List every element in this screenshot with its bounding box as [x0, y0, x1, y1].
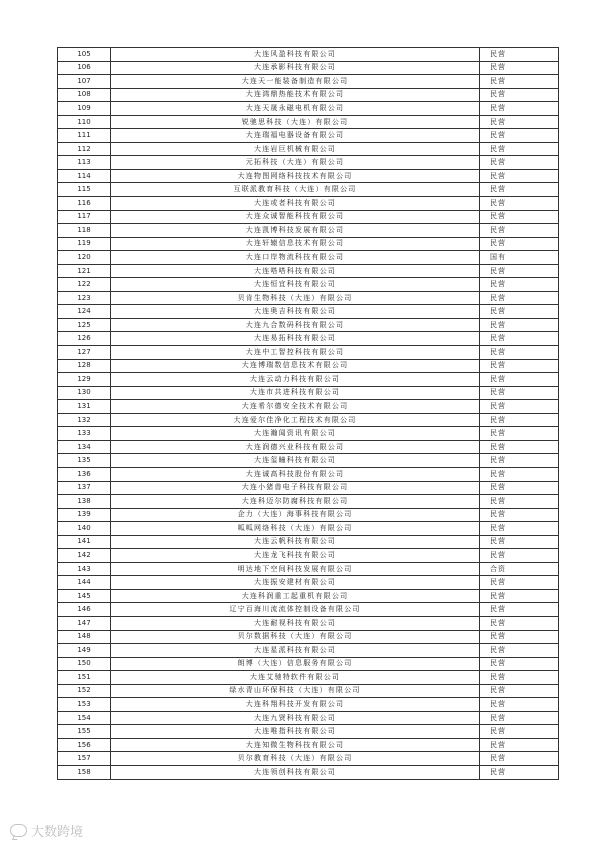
- company-name: 大连玺瞳科技有限公司: [111, 454, 480, 468]
- company-name: 贝肯生物科技（大连）有限公司: [111, 291, 480, 305]
- ownership-type: 民营: [480, 684, 559, 698]
- table-row: [58, 684, 559, 698]
- company-name: 大连唯指科技有限公司: [111, 725, 480, 739]
- ownership-type: 民营: [480, 48, 559, 62]
- row-number: 133: [58, 427, 111, 441]
- ownership-type: 民营: [480, 373, 559, 387]
- table-row: [58, 291, 559, 305]
- ownership-type: 民营: [480, 61, 559, 75]
- row-number: 148: [58, 630, 111, 644]
- ownership-type: 民营: [480, 183, 559, 197]
- table-row: [58, 386, 559, 400]
- company-name: 大连市共进科技有限公司: [111, 386, 480, 400]
- company-name: 辽宁百海川流流体控制设备有限公司: [111, 603, 480, 617]
- ownership-type: 民营: [480, 156, 559, 170]
- row-number: 114: [58, 169, 111, 183]
- company-name: 大连瀚闻资讯有限公司: [111, 427, 480, 441]
- table-row: [58, 210, 559, 224]
- ownership-type: 国有: [480, 251, 559, 265]
- ownership-type: 民营: [480, 495, 559, 509]
- row-number: 116: [58, 197, 111, 211]
- table-row: [58, 224, 559, 238]
- company-name: 锐驰思科技（大连）有限公司: [111, 115, 480, 129]
- company-name: 大连云帆科技有限公司: [111, 535, 480, 549]
- table-row: [58, 549, 559, 563]
- table-row: [58, 467, 559, 481]
- ownership-type: 民营: [480, 657, 559, 671]
- company-name: 朗博（大连）信息服务有限公司: [111, 657, 480, 671]
- ownership-type: 民营: [480, 102, 559, 116]
- company-table: [57, 47, 559, 780]
- chat-bubble-icon: [10, 824, 27, 837]
- row-number: 145: [58, 589, 111, 603]
- row-number: 126: [58, 332, 111, 346]
- company-name: 绿水青山环保科技（大连）有限公司: [111, 684, 480, 698]
- ownership-type: 民营: [480, 467, 559, 481]
- table-row: [58, 318, 559, 332]
- company-name: 大连承影科技有限公司: [111, 61, 480, 75]
- company-name: 大连领创科技有限公司: [111, 765, 480, 779]
- row-number: 105: [58, 48, 111, 62]
- table-row: [58, 427, 559, 441]
- row-number: 140: [58, 522, 111, 536]
- company-name: 大连岩巨机械有限公司: [111, 142, 480, 156]
- company-name: 大连星派科技有限公司: [111, 644, 480, 658]
- row-number: 118: [58, 224, 111, 238]
- row-number: 134: [58, 440, 111, 454]
- row-number: 132: [58, 413, 111, 427]
- table-row: [58, 657, 559, 671]
- table-row: [58, 698, 559, 712]
- table-row: [58, 237, 559, 251]
- company-name: 大连润德兴业科技有限公司: [111, 440, 480, 454]
- row-number: 146: [58, 603, 111, 617]
- table-row: [58, 332, 559, 346]
- row-number: 156: [58, 738, 111, 752]
- company-name: 企力（大连）海事科技有限公司: [111, 508, 480, 522]
- row-number: 125: [58, 318, 111, 332]
- ownership-type: 民营: [480, 169, 559, 183]
- row-number: 135: [58, 454, 111, 468]
- table-row: [58, 305, 559, 319]
- table-row: [58, 671, 559, 685]
- table-row: [58, 711, 559, 725]
- watermark: [10, 821, 83, 840]
- company-name: 大连九贤科技有限公司: [111, 711, 480, 725]
- table-row: [58, 752, 559, 766]
- table-row: [58, 603, 559, 617]
- row-number: 115: [58, 183, 111, 197]
- ownership-type: 民营: [480, 237, 559, 251]
- company-name: 贝尔数据科技（大连）有限公司: [111, 630, 480, 644]
- company-name: 大连或者科技有限公司: [111, 197, 480, 211]
- ownership-type: 民营: [480, 603, 559, 617]
- row-number: 111: [58, 129, 111, 143]
- table-row: [58, 169, 559, 183]
- table-row: [58, 129, 559, 143]
- table-row: [58, 48, 559, 62]
- row-number: 110: [58, 115, 111, 129]
- company-name: 大连恒宜科技有限公司: [111, 278, 480, 292]
- table-row: [58, 413, 559, 427]
- row-number: 150: [58, 657, 111, 671]
- table-row: [58, 61, 559, 75]
- ownership-type: 民营: [480, 210, 559, 224]
- ownership-type: 民营: [480, 738, 559, 752]
- ownership-type: 民营: [480, 305, 559, 319]
- table-row: [58, 495, 559, 509]
- company-name: 大连凯博科技发展有限公司: [111, 224, 480, 238]
- company-name: 大连轩辕信息技术有限公司: [111, 237, 480, 251]
- table-row: [58, 278, 559, 292]
- ownership-type: 民营: [480, 711, 559, 725]
- company-name: 大连诚高科技股份有限公司: [111, 467, 480, 481]
- ownership-type: 民营: [480, 671, 559, 685]
- table-row: [58, 535, 559, 549]
- table-row: [58, 264, 559, 278]
- ownership-type: 民营: [480, 88, 559, 102]
- ownership-type: 民营: [480, 224, 559, 238]
- table-row: [58, 373, 559, 387]
- table-body: [58, 48, 559, 780]
- row-number: 106: [58, 61, 111, 75]
- row-number: 143: [58, 562, 111, 576]
- table-row: [58, 454, 559, 468]
- company-name: 大连口岸物流科技有限公司: [111, 251, 480, 265]
- ownership-type: 民营: [480, 75, 559, 89]
- table-row: [58, 251, 559, 265]
- table-row: [58, 183, 559, 197]
- row-number: 121: [58, 264, 111, 278]
- ownership-type: 民营: [480, 522, 559, 536]
- company-name: 大连鸿鼎热能技术有限公司: [111, 88, 480, 102]
- row-number: 122: [58, 278, 111, 292]
- table-row: [58, 562, 559, 576]
- ownership-type: 民营: [480, 400, 559, 414]
- table-row: [58, 346, 559, 360]
- table-row: [58, 644, 559, 658]
- row-number: 124: [58, 305, 111, 319]
- company-name: 大连希尔德安全技术有限公司: [111, 400, 480, 414]
- ownership-type: 民营: [480, 386, 559, 400]
- ownership-type: 民营: [480, 765, 559, 779]
- ownership-type: 民营: [480, 616, 559, 630]
- row-number: 113: [58, 156, 111, 170]
- company-name: 大连天晟永磁电机有限公司: [111, 102, 480, 116]
- company-name: 大连云动力科技有限公司: [111, 373, 480, 387]
- company-name: 大连嗒嗒科技有限公司: [111, 264, 480, 278]
- company-name: 大连龙飞科技有限公司: [111, 549, 480, 563]
- row-number: 157: [58, 752, 111, 766]
- ownership-type: 民营: [480, 440, 559, 454]
- table-row: [58, 88, 559, 102]
- ownership-type: 民营: [480, 197, 559, 211]
- company-name: 贝尔教育科技（大连）有限公司: [111, 752, 480, 766]
- table-row: [58, 589, 559, 603]
- company-name: 大连科润重工起重机有限公司: [111, 589, 480, 603]
- ownership-type: 民营: [480, 576, 559, 590]
- ownership-type: 民营: [480, 725, 559, 739]
- company-name: 大连小猪兽电子科技有限公司: [111, 481, 480, 495]
- table-row: [58, 522, 559, 536]
- table-row: [58, 630, 559, 644]
- company-name: 大连风盈科技有限公司: [111, 48, 480, 62]
- row-number: 117: [58, 210, 111, 224]
- ownership-type: 民营: [480, 535, 559, 549]
- row-number: 152: [58, 684, 111, 698]
- ownership-type: 民营: [480, 264, 559, 278]
- ownership-type: 民营: [480, 115, 559, 129]
- row-number: 119: [58, 237, 111, 251]
- table-row: [58, 481, 559, 495]
- row-number: 141: [58, 535, 111, 549]
- company-name: 呱呱网络科技（大连）有限公司: [111, 522, 480, 536]
- ownership-type: 民营: [480, 644, 559, 658]
- company-name: 元拓科技（大连）有限公司: [111, 156, 480, 170]
- ownership-type: 民营: [480, 549, 559, 563]
- ownership-type: 民营: [480, 508, 559, 522]
- company-name: 明达地下空间科技发展有限公司: [111, 562, 480, 576]
- row-number: 147: [58, 616, 111, 630]
- row-number: 107: [58, 75, 111, 89]
- table-row: [58, 765, 559, 779]
- row-number: 112: [58, 142, 111, 156]
- row-number: 139: [58, 508, 111, 522]
- ownership-type: 民营: [480, 481, 559, 495]
- row-number: 155: [58, 725, 111, 739]
- company-name: 大连物图网络科技技术有限公司: [111, 169, 480, 183]
- table-row: [58, 440, 559, 454]
- table-row: [58, 359, 559, 373]
- row-number: 136: [58, 467, 111, 481]
- table-row: [58, 576, 559, 590]
- row-number: 129: [58, 373, 111, 387]
- company-name: 大连九合数码科技有限公司: [111, 318, 480, 332]
- table-row: [58, 616, 559, 630]
- watermark-text: 大数跨境: [31, 825, 84, 840]
- ownership-type: 民营: [480, 454, 559, 468]
- row-number: 153: [58, 698, 111, 712]
- ownership-type: 民营: [480, 291, 559, 305]
- company-name: 大连耐视科技有限公司: [111, 616, 480, 630]
- table-row: [58, 400, 559, 414]
- ownership-type: 民营: [480, 318, 559, 332]
- table-row: [58, 738, 559, 752]
- company-name: 大连天一能装备制造有限公司: [111, 75, 480, 89]
- table-row: [58, 725, 559, 739]
- company-name: 大连瑞福电器设备有限公司: [111, 129, 480, 143]
- company-name: 大连众诚智能科技有限公司: [111, 210, 480, 224]
- company-name: 大连知微生物科技有限公司: [111, 738, 480, 752]
- ownership-type: 民营: [480, 413, 559, 427]
- row-number: 131: [58, 400, 111, 414]
- ownership-type: 民营: [480, 427, 559, 441]
- ownership-type: 合资: [480, 562, 559, 576]
- ownership-type: 民营: [480, 346, 559, 360]
- table-row: [58, 102, 559, 116]
- company-name: 大连易拓科技有限公司: [111, 332, 480, 346]
- table-row: [58, 197, 559, 211]
- company-name: 大连奥吉科技有限公司: [111, 305, 480, 319]
- ownership-type: 民营: [480, 589, 559, 603]
- row-number: 130: [58, 386, 111, 400]
- table-row: [58, 75, 559, 89]
- row-number: 108: [58, 88, 111, 102]
- ownership-type: 民营: [480, 142, 559, 156]
- table-row: [58, 142, 559, 156]
- row-number: 137: [58, 481, 111, 495]
- row-number: 154: [58, 711, 111, 725]
- company-name: 大连振安建材有限公司: [111, 576, 480, 590]
- ownership-type: 民营: [480, 278, 559, 292]
- row-number: 142: [58, 549, 111, 563]
- ownership-type: 民营: [480, 698, 559, 712]
- company-name: 大连科翔科技开发有限公司: [111, 698, 480, 712]
- company-name: 大连艾驰特软件有限公司: [111, 671, 480, 685]
- company-name: 互联派教育科技（大连）有限公司: [111, 183, 480, 197]
- row-number: 109: [58, 102, 111, 116]
- row-number: 120: [58, 251, 111, 265]
- company-name: 大连博瑞数信息技术有限公司: [111, 359, 480, 373]
- ownership-type: 民营: [480, 129, 559, 143]
- row-number: 151: [58, 671, 111, 685]
- row-number: 127: [58, 346, 111, 360]
- company-name: 大连爱尔佳净化工程技术有限公司: [111, 413, 480, 427]
- row-number: 158: [58, 765, 111, 779]
- ownership-type: 民营: [480, 630, 559, 644]
- row-number: 144: [58, 576, 111, 590]
- company-name: 大连中工智控科技有限公司: [111, 346, 480, 360]
- ownership-type: 民营: [480, 359, 559, 373]
- company-name: 大连科迈尔防腐科技有限公司: [111, 495, 480, 509]
- ownership-type: 民营: [480, 752, 559, 766]
- row-number: 128: [58, 359, 111, 373]
- row-number: 138: [58, 495, 111, 509]
- table-row: [58, 115, 559, 129]
- ownership-type: 民营: [480, 332, 559, 346]
- row-number: 149: [58, 644, 111, 658]
- row-number: 123: [58, 291, 111, 305]
- table-row: [58, 156, 559, 170]
- table-row: [58, 508, 559, 522]
